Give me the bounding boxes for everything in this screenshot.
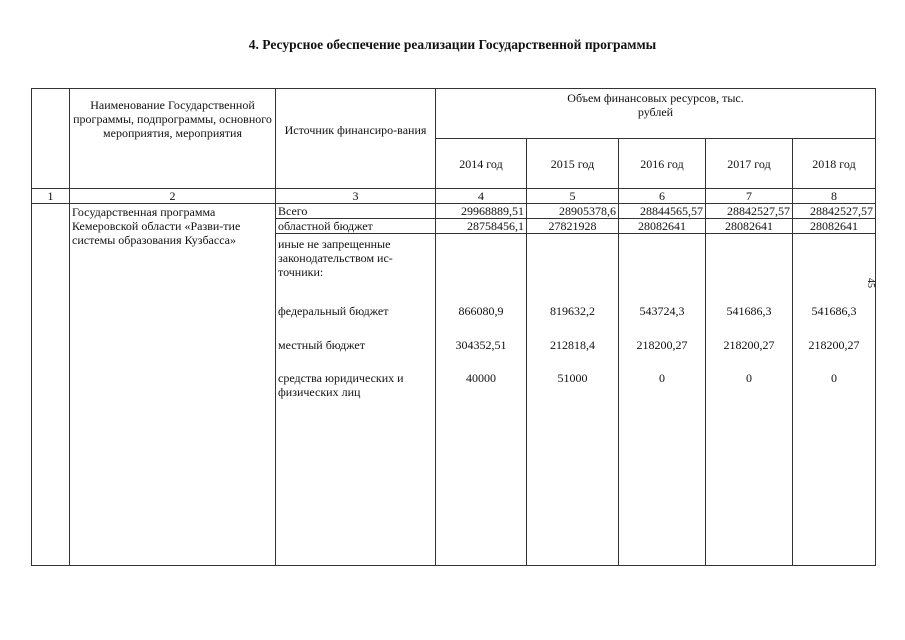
column-number: 6 bbox=[619, 189, 706, 204]
value-cell: 541686,3 bbox=[726, 304, 772, 318]
page-number: 45 bbox=[865, 278, 876, 288]
value-cell: 212818,4 bbox=[550, 338, 595, 352]
source-regional: областной бюджет bbox=[276, 219, 436, 234]
value-cell: 28082641 bbox=[793, 219, 876, 234]
value-cell: 218200,27 bbox=[808, 338, 860, 352]
column-number: 4 bbox=[436, 189, 527, 204]
value-cell: 541686,3 bbox=[811, 304, 857, 318]
value-column-2015 bbox=[527, 234, 619, 566]
header-source: Источник финансиро-вания bbox=[276, 89, 436, 189]
value-cell: 819632,2 bbox=[550, 304, 595, 318]
value-column-2014 bbox=[436, 234, 527, 566]
column-number: 8 bbox=[793, 189, 876, 204]
value-cell: 28905378,6 bbox=[527, 204, 619, 219]
value-column-2018 bbox=[793, 234, 876, 566]
source-federal: федеральный бюджет bbox=[278, 304, 389, 318]
row-number-cell bbox=[32, 204, 70, 566]
value-cell: 28842527,57 bbox=[793, 204, 876, 219]
value-cell: 0 bbox=[659, 371, 665, 385]
value-cell: 218200,27 bbox=[723, 338, 775, 352]
value-cell: 543724,3 bbox=[639, 304, 685, 318]
value-cell: 29968889,51 bbox=[436, 204, 527, 219]
header-year: 2015 год bbox=[527, 139, 619, 189]
header-year: 2017 год bbox=[706, 139, 793, 189]
header-volume-text: Объем финансовых ресурсов, тыс. рублей bbox=[567, 91, 744, 119]
value-cell: 304352,51 bbox=[455, 338, 507, 352]
value-cell: 40000 bbox=[466, 371, 496, 385]
value-cell: 27821928 bbox=[527, 219, 619, 234]
header-name: Наименование Государственной программы, подпрограммы, основного мероприятия, мероприятия bbox=[70, 89, 276, 189]
value-cell: 28844565,57 bbox=[619, 204, 706, 219]
header-blank-cell bbox=[32, 89, 70, 189]
column-number: 3 bbox=[276, 189, 436, 204]
source-legal-entities: средства юридических и физических лиц bbox=[278, 371, 404, 399]
program-name: Государственная программа Кемеровской области «Разви-тие системы образования Кузбасса» bbox=[70, 204, 276, 566]
header-year: 2016 год bbox=[619, 139, 706, 189]
source-total: Всего bbox=[276, 204, 436, 219]
column-number: 7 bbox=[706, 189, 793, 204]
column-number: 5 bbox=[527, 189, 619, 204]
value-cell: 28842527,57 bbox=[706, 204, 793, 219]
value-cell: 51000 bbox=[557, 371, 588, 385]
header-year: 2014 год bbox=[436, 139, 527, 189]
value-cell: 866080,9 bbox=[458, 304, 504, 318]
value-column-2016 bbox=[619, 234, 706, 566]
value-cell: 28082641 bbox=[706, 219, 793, 234]
value-cell: 0 bbox=[746, 371, 752, 385]
value-column-2017 bbox=[706, 234, 793, 566]
resource-table bbox=[31, 88, 876, 566]
source-local: местный бюджет bbox=[278, 338, 365, 352]
header-year: 2018 год bbox=[793, 139, 876, 189]
column-number: 2 bbox=[70, 189, 276, 204]
column-number: 1 bbox=[32, 189, 70, 204]
value-cell: 218200,27 bbox=[636, 338, 688, 352]
header-volume bbox=[436, 89, 876, 139]
value-cell: 28082641 bbox=[619, 219, 706, 234]
page-title: 4. Ресурсное обеспечение реализации Государственной программы bbox=[248, 37, 657, 52]
other-sources-cell bbox=[276, 234, 436, 566]
other-sources-label: иные не запрещенные законодательством ис-точники: bbox=[278, 237, 393, 279]
value-cell: 28758456,1 bbox=[436, 219, 527, 234]
value-cell: 0 bbox=[831, 371, 837, 385]
